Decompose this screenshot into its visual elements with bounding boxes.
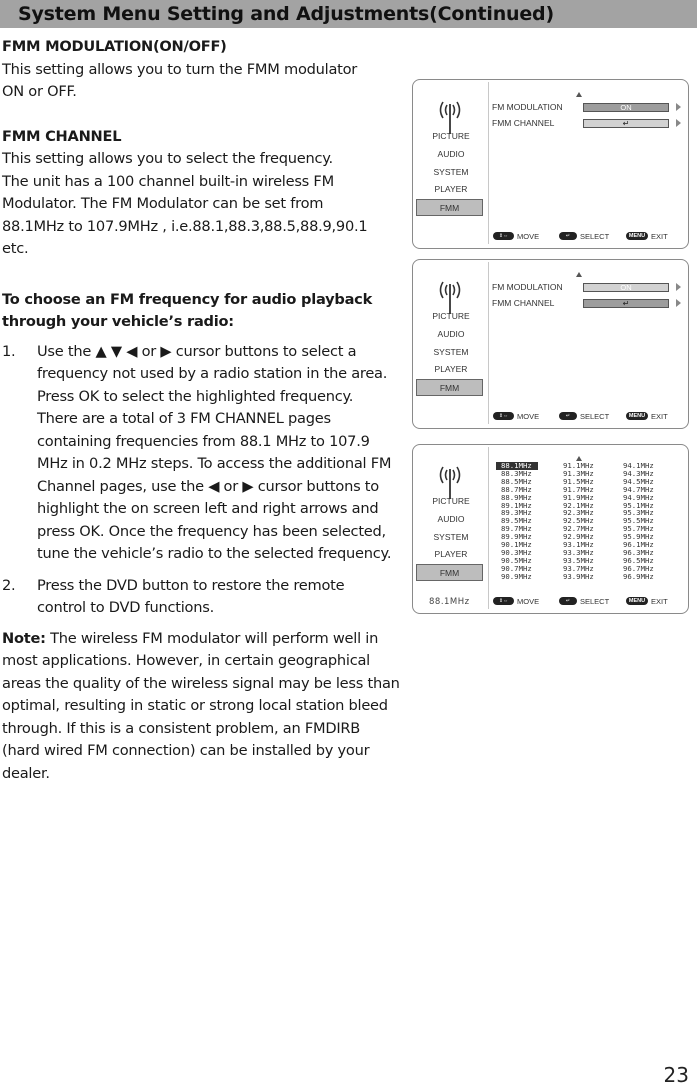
step-number: 2. [2,576,16,594]
note-line: through. If this is a consistent problem, an FMDIRB [2,719,361,737]
frequency-option[interactable]: 89.5MHz [501,516,532,526]
fmm-channel-body-line: Modulator. The FM Modulator can be set from [2,195,324,212]
fm-modulation-value[interactable]: ON [583,103,669,112]
step-line: frequency not used by a radio station in the area. [37,365,388,382]
menu-item-audio[interactable]: AUDIO [437,514,465,524]
select-label: SELECT [580,596,610,606]
fmm-modulation-body-line: This setting allows you to turn the FMM modulator [2,60,358,78]
up-arrow-icon [576,272,582,277]
frequency-option[interactable]: 90.3MHz [501,547,532,557]
fmm-channel-label: FMM CHANNEL [492,298,555,308]
frequency-option[interactable]: 90.5MHz [501,555,532,565]
frequency-option[interactable]: 94.5MHz [623,476,654,486]
page-title: System Menu Setting and Adjustments(Continued) [18,3,554,25]
frequency-option[interactable]: 91.5MHz [563,476,594,486]
fmm-modulation-heading: FMM MODULATION(ON/OFF) [2,38,227,55]
frequency-option[interactable]: 90.9MHz [501,571,532,581]
frequency-column-2 [563,462,594,581]
osd-screen-fmm-settings [412,79,689,249]
frequency-option[interactable]: 93.5MHz [563,555,594,565]
frequency-option[interactable]: 89.1MHz [501,500,532,510]
move-label: MOVE [517,411,540,421]
frequency-option[interactable]: 92.5MHz [563,516,594,526]
osd-screen-fmm-channel [412,259,689,429]
step-line: MHz in 0.2 MHz steps. To access the additional FM [37,455,392,472]
menu-item-audio[interactable]: AUDIO [437,329,465,339]
frequency-option[interactable]: 92.3MHz [563,508,594,518]
frequency-option[interactable]: 95.5MHz [623,516,654,526]
step-line: containing frequencies from 88.1 MHz to 107.9 [37,432,370,450]
menu-item-player[interactable]: PLAYER [434,364,468,374]
step-item [2,341,410,566]
menu-item-fmm[interactable]: FMM [416,564,483,581]
fmm-channel-enter-box[interactable] [583,119,669,128]
frequency-option[interactable]: 93.9MHz [563,571,594,581]
frequency-option[interactable]: 88.7MHz [501,484,532,494]
step-line: Use the ▲ ▼ ◀ or ▶ cursor buttons to select a [37,342,357,360]
section-header-bar [0,0,697,28]
menu-divider [488,447,489,609]
steps-list [2,341,410,620]
fmm-channel-enter-box[interactable] [583,299,669,308]
menu-item-player[interactable]: PLAYER [434,184,468,194]
frequency-option[interactable]: 92.9MHz [563,532,594,542]
note-line: (hard wired FM connection) can be installed by your [2,742,370,759]
fmm-modulation-body-line: ON or OFF. [2,83,77,100]
menu-divider [488,82,489,244]
frequency-column-3 [623,462,654,581]
enter-key-icon: ↵ [559,232,577,240]
current-frequency: 88.1MHz [429,597,470,607]
fm-modulation-label: FM MODULATION [492,282,563,292]
frequency-option[interactable]: 90.1MHz [501,540,532,550]
note-line: areas the quality of the wireless signal may be less than [2,674,400,692]
menu-key-icon: MENU [626,412,648,420]
choose-frequency-heading: through your vehicle’s radio: [2,313,234,330]
frequency-option[interactable]: 91.7MHz [563,484,594,494]
frequency-option[interactable]: 94.3MHz [623,468,654,478]
menu-item-picture[interactable]: PICTURE [432,131,470,141]
frequency-option[interactable]: 93.1MHz [563,540,594,550]
frequency-option[interactable]: 96.3MHz [623,547,654,557]
menu-item-fmm[interactable]: FMM [416,379,483,396]
frequency-option[interactable]: 95.7MHz [623,524,654,534]
osd-footer [493,231,685,243]
frequency-column-1 [501,462,538,581]
step-line: press OK. Once the frequency has been selected, [37,522,386,540]
frequency-option[interactable]: 95.3MHz [623,508,654,518]
enter-icon: ↵ [622,299,630,308]
frequency-option[interactable]: 94.1MHz [623,461,654,470]
frequency-option[interactable]: 90.7MHz [501,563,532,573]
menu-item-system[interactable]: SYSTEM [433,167,469,177]
frequency-option[interactable]: 94.7MHz [623,484,654,494]
right-arrow-icon[interactable] [676,299,681,307]
frequency-option[interactable]: 88.3MHz [501,468,532,478]
frequency-option[interactable]: 89.7MHz [501,524,532,534]
menu-item-picture[interactable]: PICTURE [432,496,470,506]
frequency-option[interactable]: 91.1MHz [563,461,594,470]
note-label: Note: [2,629,46,647]
note-line: dealer. [2,764,50,782]
frequency-option[interactable]: 92.1MHz [563,500,594,510]
right-arrow-icon[interactable] [676,119,681,127]
menu-key-icon: MENU [626,597,648,605]
right-arrow-icon[interactable] [676,103,681,111]
step-line: Press the DVD button to restore the remote [37,576,345,594]
fmm-channel-body-line: etc. [2,240,29,257]
move-label: MOVE [517,231,540,241]
move-keys-icon: ⇕⇔ [493,232,514,240]
frequency-option[interactable]: 88.1MHz [496,462,538,470]
fm-modulation-value[interactable]: ON [583,283,669,292]
fmm-channel-label: FMM CHANNEL [492,118,555,128]
frequency-option[interactable]: 94.9MHz [623,492,654,502]
menu-item-system[interactable]: SYSTEM [433,347,469,357]
frequency-option[interactable]: 89.3MHz [501,508,532,518]
step-line: tune the vehicle’s radio to the selected frequency. [37,545,392,562]
osd-screen-frequency-list [412,444,689,614]
menu-key-icon: MENU [626,232,648,240]
enter-key-icon: ↵ [559,597,577,605]
note-line: most applications. However, in certain geographical [2,652,370,669]
frequency-option[interactable]: 92.7MHz [563,524,594,534]
move-keys-icon: ⇕⇔ [493,597,514,605]
fmm-channel-body-line: 88.1MHz to 107.9MHz , i.e.88.1,88.3,88.5,88.9,90.1 [2,217,368,235]
frequency-option[interactable]: 93.3MHz [563,547,594,557]
frequency-option[interactable]: 95.1MHz [623,500,654,510]
menu-item-player[interactable]: PLAYER [434,549,468,559]
select-label: SELECT [580,411,610,421]
menu-item-fmm[interactable]: FMM [416,199,483,216]
note-line: The wireless FM modulator will perform well in [45,629,379,647]
frequency-option[interactable]: 88.5MHz [501,476,532,486]
step-line: Press OK to select the highlighted frequency. [37,387,354,405]
instruction-text [2,36,410,785]
exit-label: EXIT [651,411,668,421]
enter-key-icon: ↵ [559,412,577,420]
exit-label: EXIT [651,596,668,606]
menu-item-audio[interactable]: AUDIO [437,149,465,159]
select-label: SELECT [580,231,610,241]
frequency-option[interactable]: 88.9MHz [501,492,532,502]
move-keys-icon: ⇕⇔ [493,412,514,420]
step-line: highlight the on screen left and right arrows and [37,500,379,517]
menu-item-picture[interactable]: PICTURE [432,311,470,321]
step-line: There are a total of 3 FM CHANNEL pages [37,410,331,427]
menu-divider [488,262,489,424]
osd-footer [493,411,685,423]
frequency-option[interactable]: 91.3MHz [563,468,594,478]
choose-frequency-heading: To choose an FM frequency for audio playback [2,290,373,308]
exit-label: EXIT [651,231,668,241]
enter-icon: ↵ [622,119,630,128]
step-line: control to DVD functions. [37,599,214,616]
note-paragraph [2,628,410,651]
step-number: 1. [2,342,16,360]
frequency-option[interactable]: 96.1MHz [623,540,654,550]
move-label: MOVE [517,596,540,606]
frequency-option[interactable]: 96.7MHz [623,563,654,573]
right-arrow-icon[interactable] [676,283,681,291]
frequency-option[interactable]: 96.9MHz [623,571,654,581]
menu-item-system[interactable]: SYSTEM [433,532,469,542]
up-arrow-icon [576,92,582,97]
fmm-channel-body-line: The unit has a 100 channel built-in wireless FM [2,172,334,190]
frequency-option[interactable]: 89.9MHz [501,532,532,542]
fmm-channel-heading: FMM CHANNEL [2,127,122,145]
fmm-channel-body-line: This setting allows you to select the frequency. [2,150,333,167]
step-line: Channel pages, use the ◀ or ▶ cursor buttons to [37,477,379,495]
fm-modulation-label: FM MODULATION [492,102,563,112]
osd-footer [493,596,685,608]
frequency-option[interactable]: 91.9MHz [563,492,594,502]
frequency-option[interactable]: 96.5MHz [623,555,654,565]
frequency-option[interactable]: 95.9MHz [623,532,654,542]
frequency-option[interactable]: 93.7MHz [563,563,594,573]
page-number: 23 [663,1063,689,1087]
note-line: optimal, resulting in static or strong local station bleed [2,697,388,714]
step-item [2,575,410,620]
